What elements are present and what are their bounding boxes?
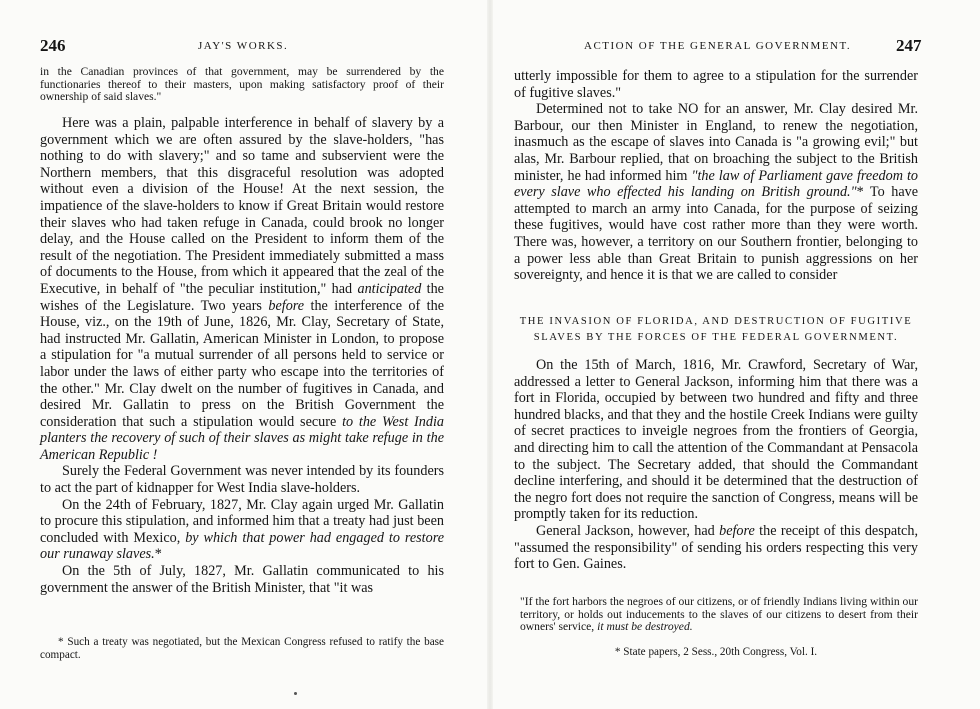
left-page-number: 246 [40, 36, 66, 55]
left-p3-italic: by which that power had engaged to restore our runaway slaves. [40, 529, 444, 563]
left-quote-text: in the Canadian provinces of that government, may be surrendered by the functionaries thereof to their masters, upon making satisfactory proof of their ownership of said slaves." [40, 65, 444, 103]
right-footnote [514, 646, 918, 659]
right-paragraph-2 [514, 101, 918, 284]
right-quote-text [520, 596, 918, 634]
right-footnote-text: * State papers, 2 Sess., 20th Congress, Vol. I. [614, 646, 818, 658]
left-p1-italic-anticipated: anticipated [357, 280, 422, 297]
right-p4-italic-before: before [719, 522, 755, 539]
section-title: THE INVASION OF FLORIDA, AND DESTRUCTION OF FUGITIVE SLAVES BY THE FORCES OF THE FEDERAL GOVERNMENT. [519, 316, 913, 343]
right-page [490, 0, 980, 709]
page-speck [294, 692, 297, 695]
left-p3-footnote-mark: * [154, 546, 162, 563]
right-p4-part-c: the receipt of this despatch, "assumed the responsibility" of sending his orders respecting this very fort to Gen. Gaines. [514, 522, 918, 573]
right-p2-part-c: * To have attempted to march an army into Canada, for the purpose of seizing these fugitives, would have cost rather more than they were worth. There was, however, a territory on our Southern frontier, belonging to a power less able than Great Britain to punish aggressions on her sovereignty, and hence it is that we are called to consider [514, 184, 919, 284]
left-p1-part-c: the wishes of the Legislature. Two years [40, 280, 444, 314]
right-quote-italic: it must be destroyed. [597, 620, 693, 633]
left-paragraph-4: On the 5th of July, 1827, Mr. Gallatin communicated to his government the answer of the British Minister, that "it was [40, 563, 444, 596]
left-quote-tail [40, 66, 444, 104]
left-p1-italic-quote: to the West India planters the recovery of such of their slaves as might take refuge in the American Republic ! [40, 413, 444, 463]
right-p2-part-a: Determined not to take NO for an answer, Mr. Clay desired Mr. Barbour, our then Minister in England, to renew the negotiation, inasmuch as the escape of slaves into Canada is "a growing evil;" but alas, Mr. Barbour replied, that on broaching the subject to the British minister, he had informed him [514, 101, 918, 184]
left-body [40, 115, 444, 596]
right-paragraph-3: On the 15th of March, 1816, Mr. Crawford, Secretary of War, addressed a letter to General Jackson, informing him that there was a fort in Florida, occupied by between two hundred and fifty and three hundred blacks, and that they and the hostile Creek Indians were guilty of secret practices to inveigle negroes from the frontiers of Georgia, and directing him to call the attention of the Commandant at Pensacola to the subject. The Secretary added, that should the Commandant decline interfering, and should it be determined that the destruction of the negro fort does not require the sanction of Congress, means will be promptly taken for its reduction. [514, 357, 918, 523]
right-block-quote [520, 596, 918, 634]
right-running-head: ACTION OF THE GENERAL GOVERNMENT. [584, 40, 852, 52]
left-footnote-text: * Such a treaty was negotiated, but the Mexican Congress refused to ratify the base compact. [40, 636, 444, 661]
right-page-number: 247 [896, 36, 922, 55]
left-running-head: JAY'S WORKS. [198, 40, 289, 52]
right-paragraph-1: utterly impossible for them to agree to a stipulation for the surrender of fugitive slaves." [514, 68, 918, 101]
right-body-top [514, 68, 918, 284]
right-p4-part-a: General Jackson, however, had [536, 522, 720, 539]
right-paragraph-4 [514, 523, 918, 573]
left-paragraph-2: Surely the Federal Government was never intended by its founders to act the part of kidnapper for West India slave-holders. [40, 463, 444, 497]
left-footnote [40, 636, 444, 662]
left-p1-part-e: the interference of the House, viz., on the 19th of June, 1826, Mr. Clay, Secretary of State, had instructed Mr. Gallatin, American Minister in London, to propose a stipulation for "a mutual surrender of all persons held to service or labor under the laws of either party who escape into the territories of the other." Mr. Clay dwelt on the number of fugitives in Canada, and desired Mr. Gallatin to press on the British Government the consideration that such a stipulation would secure [40, 297, 445, 430]
left-p1-part-a: Here was a plain, palpable interference in behalf of slavery by a government which we are often assured by the slave-holders, "has nothing to do with slavery;" and so tame and subservient were the Northern members, that this disgraceful resolution was adopted without even a division of the House! At the next session, the impatience of the slave-holders to know if Great Britain would restore their slaves who had taken refuge in Canada, could brook no longer delay, and the House called on the President to inform them of the result of the negotiation. The President immediately submitted a mass of documents to the House, from which it appeared that the zeal of the Executive, in behalf of "the peculiar institution," had [40, 115, 444, 297]
left-p1-italic-before: before [268, 297, 305, 314]
right-quote-part-a: "If the fort harbors the negroes of our citizens, or of friendly Indians living within our territory, or holds out inducements to the slaves of our citizens to desert from their owners' service, [520, 595, 918, 633]
right-p2-italic-quote: "the law of Parliament gave freedom to every slave who effected his landing on British ground." [514, 167, 918, 201]
left-paragraph-3 [40, 497, 444, 563]
right-body-bottom [514, 357, 918, 573]
left-paragraph-1 [40, 115, 444, 463]
left-p3-part-a: On the 24th of February, 1827, Mr. Clay again urged Mr. Gallatin to procure this stipulation, and informed him that a treaty had just been concluded with Mexico, [40, 496, 444, 546]
